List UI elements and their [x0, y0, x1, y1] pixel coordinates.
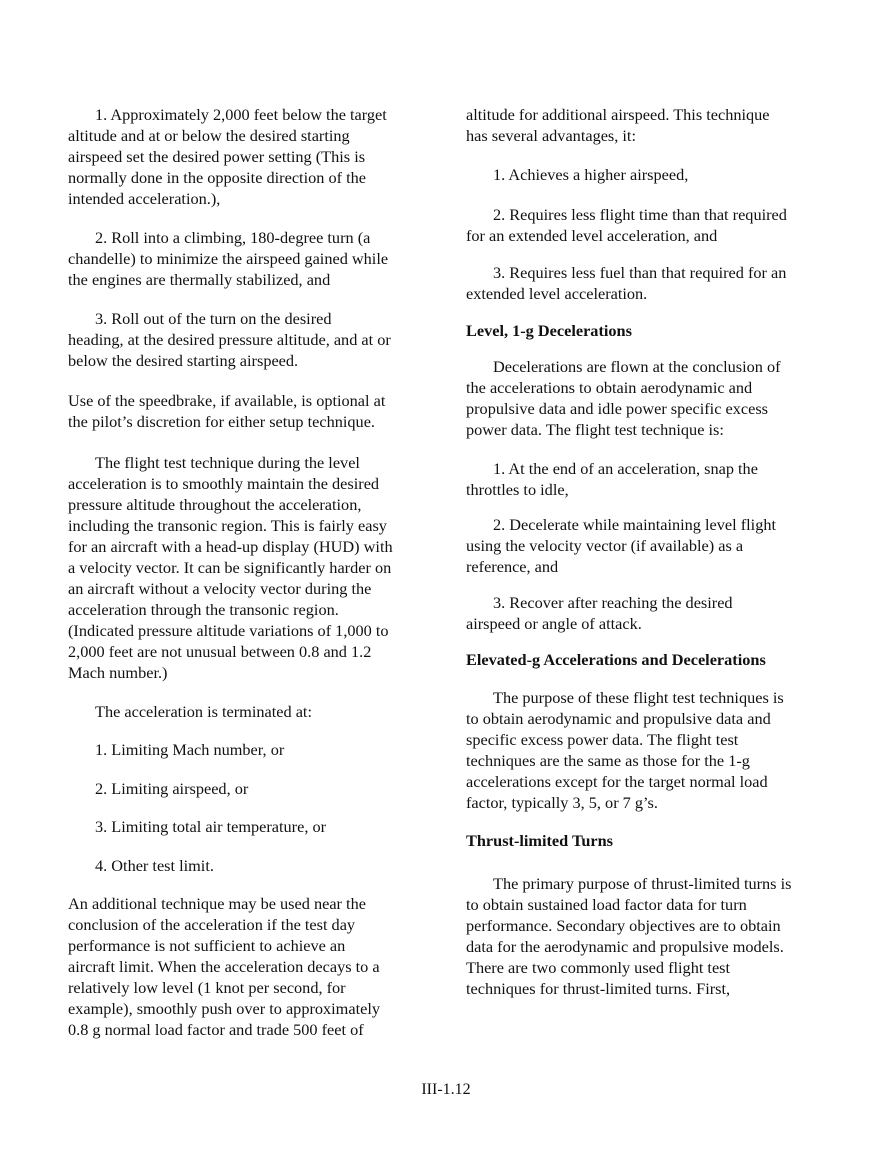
- text-line: 4. Other test limit.: [95, 856, 214, 875]
- text-line: acceleration through the transonic region.: [68, 600, 339, 619]
- text-line: performance is not sufficient to achieve an: [68, 936, 346, 955]
- text-line: an aircraft without a velocity vector during the: [68, 579, 372, 598]
- text-line: performance. Secondary objectives are to obtain: [466, 916, 781, 935]
- text-line: acceleration is to smoothly maintain the desired: [68, 474, 380, 493]
- text-line: Thrust-limited Turns: [466, 831, 614, 850]
- text-line: altitude and at or below the desired starting: [68, 126, 350, 145]
- text-line: extended level acceleration.: [466, 284, 648, 303]
- text-line: Mach number.): [68, 663, 168, 682]
- text-line: propulsive data and idle power specific excess: [466, 399, 768, 418]
- text-line: heading, at the desired pressure altitude, and at or: [68, 330, 391, 349]
- text-line: conclusion of the acceleration if the test day: [68, 915, 356, 934]
- text-line: The flight test technique during the level: [95, 453, 360, 472]
- page-number: III-1.12: [421, 1081, 471, 1098]
- text-line: An additional technique may be used near the: [68, 894, 366, 913]
- text-line: using the velocity vector (if available) as a: [466, 536, 744, 555]
- text-line: 1. At the end of an acceleration, snap the: [493, 459, 758, 478]
- text-line: 1. Limiting Mach number, or: [95, 740, 285, 759]
- text-line: 3. Requires less fuel than that required for an: [493, 263, 787, 282]
- text-line: pressure altitude throughout the acceleration,: [68, 495, 362, 514]
- text-line: Elevated-g Accelerations and Decelerations: [466, 650, 766, 669]
- text-line: Level, 1-g Decelerations: [466, 321, 632, 340]
- text-line: (Indicated pressure altitude variations of 1,000 to: [68, 621, 389, 640]
- text-line: normally done in the opposite direction of the: [68, 168, 366, 187]
- text-line: the accelerations to obtain aerodynamic and: [466, 378, 753, 397]
- text-line: There are two commonly used flight test: [466, 958, 731, 977]
- text-line: 1. Approximately 2,000 feet below the target: [95, 105, 387, 124]
- text-line: techniques are the same as those for the 1-g: [466, 751, 750, 770]
- text-line: including the transonic region. This is fairly easy: [68, 516, 387, 535]
- text-line: below the desired starting airspeed.: [68, 351, 299, 370]
- text-line: example), smoothly push over to approximately: [68, 999, 380, 1018]
- text-line: for an extended level acceleration, and: [466, 226, 718, 245]
- text-line: for an aircraft with a head-up display (HUD) with: [68, 537, 393, 556]
- text-line: 3. Recover after reaching the desired: [493, 593, 733, 612]
- text-line: 0.8 g normal load factor and trade 500 feet of: [68, 1020, 364, 1039]
- text-line: 2. Limiting airspeed, or: [95, 779, 249, 798]
- text-line: Decelerations are flown at the conclusion of: [493, 357, 781, 376]
- text-line: the engines are thermally stabilized, and: [68, 270, 331, 289]
- text-line: to obtain aerodynamic and propulsive data and: [466, 709, 771, 728]
- text-line: airspeed set the desired power setting (This is: [68, 147, 366, 166]
- text-line: chandelle) to minimize the airspeed gained while: [68, 249, 389, 268]
- text-line: The acceleration is terminated at:: [95, 702, 312, 721]
- text-line: the pilot’s discretion for either setup technique.: [68, 412, 375, 431]
- text-line: throttles to idle,: [466, 480, 569, 499]
- text-line: altitude for additional airspeed. This technique: [466, 105, 770, 124]
- text-line: relatively low level (1 knot per second, for: [68, 978, 346, 997]
- text-line: intended acceleration.),: [68, 189, 221, 208]
- text-line: aircraft limit. When the acceleration decays to a: [68, 957, 380, 976]
- text-line: 3. Limiting total air temperature, or: [95, 817, 327, 836]
- text-line: a velocity vector. It can be significantly harder on: [68, 558, 392, 577]
- text-line: 2. Roll into a climbing, 180-degree turn (a: [95, 228, 371, 247]
- text-line: power data. The flight test technique is:: [466, 420, 724, 439]
- text-line: 2. Decelerate while maintaining level flight: [493, 515, 777, 534]
- text-line: 1. Achieves a higher airspeed,: [493, 165, 689, 184]
- text-line: data for the aerodynamic and propulsive models.: [466, 937, 784, 956]
- text-line: has several advantages, it:: [466, 126, 636, 145]
- text-line: accelerations except for the target normal load: [466, 772, 768, 791]
- text-line: techniques for thrust-limited turns. First,: [466, 979, 731, 998]
- text-line: factor, typically 3, 5, or 7 g’s.: [466, 793, 658, 812]
- text-line: 2,000 feet are not unusual between 0.8 and 1.2: [68, 642, 372, 661]
- text-line: 3. Roll out of the turn on the desired: [95, 309, 332, 328]
- text-line: 2. Requires less flight time than that required: [493, 205, 787, 224]
- text-line: to obtain sustained load factor data for turn: [466, 895, 747, 914]
- text-line: The primary purpose of thrust-limited turns is: [493, 874, 792, 893]
- text-line: Use of the speedbrake, if available, is optional at: [68, 391, 386, 410]
- text-line: specific excess power data. The flight test: [466, 730, 739, 749]
- text-line: airspeed or angle of attack.: [466, 614, 642, 633]
- text-line: The purpose of these flight test techniques is: [493, 688, 784, 707]
- text-line: reference, and: [466, 557, 559, 576]
